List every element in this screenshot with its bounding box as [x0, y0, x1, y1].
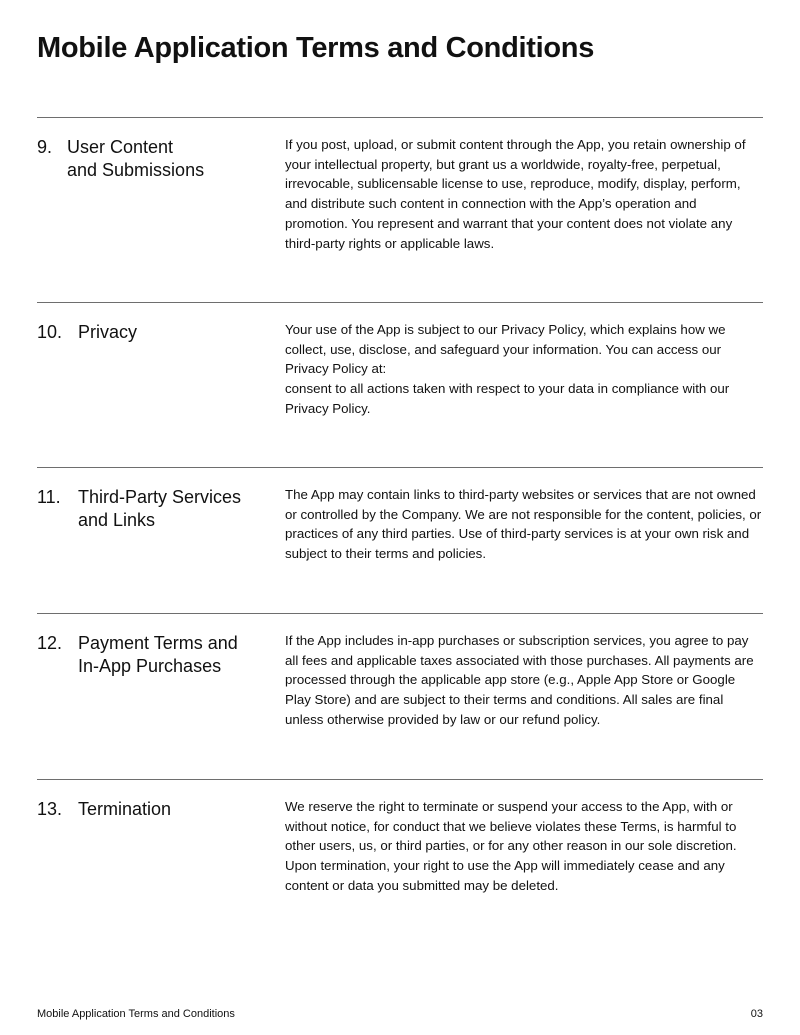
footer-title: Mobile Application Terms and Conditions	[37, 1008, 235, 1020]
section-body	[285, 797, 763, 896]
section-paragraph: consent to all actions taken with respect to your data in compliance with our Privacy Policy.	[285, 381, 730, 416]
section-body	[285, 320, 763, 419]
section-heading	[37, 136, 204, 182]
section-title: Privacy	[78, 322, 138, 342]
section-heading	[37, 486, 241, 532]
section-10	[37, 302, 763, 416]
section-number: 12.	[37, 633, 63, 653]
section-title: Third-Party Services and Links	[78, 487, 242, 530]
section-paragraph: The App may contain links to third-party websites or services that are not owned or controlled by the Company. We are not responsible for the content, policies, or practices of any third parties. Use of third-party services is at your own risk and subject to their terms and policies.	[285, 487, 762, 562]
section-paragraph: If the App includes in-app purchases or subscription services, you agree to pay all fees and applicable taxes associated with those purchases. All payments are processed through the applicable app store (e.g., Apple App Store or Google Play Store) and are subject to their terms and conditions. All sales are final unless otherwise provided by law or our refund policy.	[285, 633, 754, 727]
section-title: Payment Terms and In-App Purchases	[78, 633, 238, 676]
page-title: Mobile Application Terms and Conditions	[37, 32, 595, 64]
section-11	[37, 467, 763, 562]
section-paragraph: We reserve the right to terminate or suspend your access to the App, with or without notice, for conduct that we believe violates these Terms, is harmful to other users, us, or third parties, or for any other reason in our sole discretion. Upon termination, your right to use the App will immediately cease and any content or data you submitted may be deleted.	[285, 799, 737, 893]
section-12	[37, 613, 763, 727]
section-number: 11.	[37, 487, 61, 507]
section-9	[37, 117, 763, 251]
section-body	[285, 631, 763, 730]
section-heading	[37, 798, 171, 821]
footer-page-number: 03	[750, 1008, 763, 1020]
section-heading	[37, 321, 137, 344]
section-paragraph: If you post, upload, or submit content through the App, you retain ownership of your intellectual property, but grant us a worldwide, royalty-free, perpetual, irrevocable, sublicensable license to use, reproduce, modify, display, perform, and distribute such content in connection with the App’s operation and promotion. You represent and warrant that your content does not violate any third-party rights or applicable laws.	[285, 137, 746, 251]
section-number: 9.	[37, 137, 53, 157]
section-title: Termination	[78, 799, 172, 819]
section-body	[285, 135, 763, 253]
section-heading	[37, 632, 238, 678]
section-number: 10.	[37, 322, 63, 342]
section-title: User Content and Submissions	[67, 137, 205, 180]
section-paragraph: Your use of the App is subject to our Privacy Policy, which explains how we collect, use, disclose, and safeguard your information. You can access our Privacy Policy at:	[285, 322, 726, 377]
section-number: 13.	[37, 799, 63, 819]
section-13	[37, 779, 763, 893]
section-body	[285, 485, 763, 564]
